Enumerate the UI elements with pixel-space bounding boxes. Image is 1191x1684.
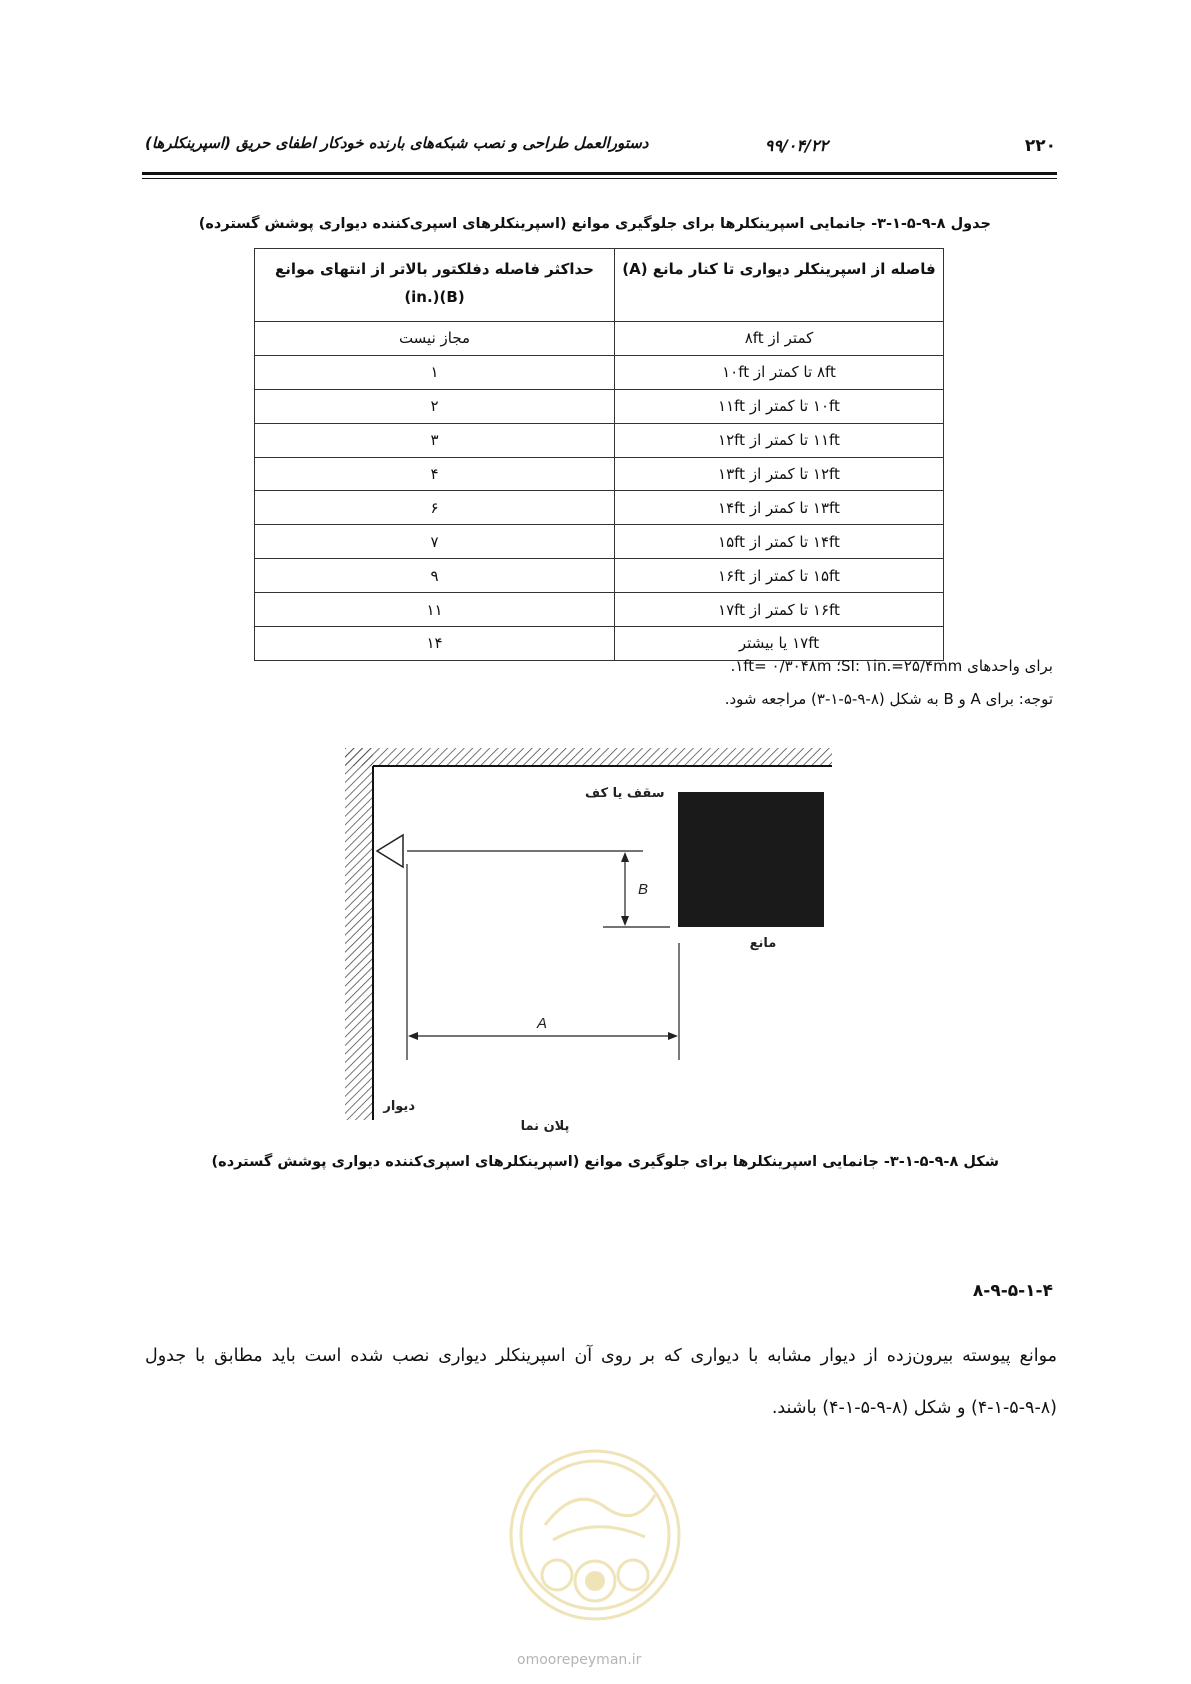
cell-a: ۱۲ft تا کمتر از ۱۳ft xyxy=(615,457,944,491)
cell-b: مجاز نیست xyxy=(255,322,615,356)
header-date: ۹۹/۰۴/۲۲ xyxy=(764,136,828,155)
cell-b: ۳ xyxy=(255,423,615,457)
cell-a: ۱۶ft تا کمتر از ۱۷ft xyxy=(615,593,944,627)
table-row xyxy=(255,355,944,389)
cell-a: ۸ft تا کمتر از ۱۰ft xyxy=(615,355,944,389)
cell-b: ۶ xyxy=(255,491,615,525)
table-row xyxy=(255,491,944,525)
dim-a-arrow-left xyxy=(408,1032,418,1040)
cell-b: ۴ xyxy=(255,457,615,491)
plan-label: پلان نما xyxy=(520,1119,570,1134)
cell-a: ۱۰ft تا کمتر از ۱۱ft xyxy=(615,389,944,423)
cell-a: کمتر از ۸ft xyxy=(615,322,944,356)
table-row xyxy=(255,593,944,627)
dim-b-arrow-bottom xyxy=(621,916,629,926)
figure-reference-note: توجه: برای A و B به شکل (۸-۹-۵-۱-۳) مراجعه شود. xyxy=(724,690,1053,708)
sprinkler-icon xyxy=(377,835,403,867)
cell-b: ۷ xyxy=(255,525,615,559)
cell-b: ۱۴ xyxy=(255,627,615,661)
watermark-url: omoorepeyman.ir xyxy=(517,1652,642,1668)
obstruction-label: مانع xyxy=(749,936,777,951)
table-row xyxy=(255,322,944,356)
dim-b-label: B xyxy=(638,881,649,898)
section-paragraph: موانع پیوسته بیرون‌زده از دیوار مشابه با دیواری که بر روی آن اسپرینکلر دیواری نصب شده است باید مطابق با جدول (۸-۹-۵-۱-۴) و شکل (۸-۹-۵-۱-۴) باشند. xyxy=(145,1346,1057,1418)
units-note: برای واحدهای SI: ۱in.=۲۵/۴mm؛ ۱ft= ۰/۳۰۴۸m. xyxy=(730,657,1053,675)
cell-b: ۱۱ xyxy=(255,593,615,627)
cell-a: ۱۷ft یا بیشتر xyxy=(615,627,944,661)
cell-a: ۱۴ft تا کمتر از ۱۵ft xyxy=(615,525,944,559)
ceiling-label: سقف یا کف xyxy=(585,786,665,801)
cell-b: ۹ xyxy=(255,559,615,593)
figure-caption: شکل ۸-۹-۵-۱-۳- جانمایی اسپرینکلرها برای جلوگیری موانع (اسپرینکلرهای اسپری‌کننده دیواری پوشش گسترده) xyxy=(211,1154,999,1170)
dim-a-label: A xyxy=(537,1015,548,1032)
obstruction-table xyxy=(254,248,944,661)
cell-a: ۱۱ft تا کمتر از ۱۲ft xyxy=(615,423,944,457)
cell-b: ۱ xyxy=(255,355,615,389)
wall-hatch xyxy=(345,748,373,1120)
table-row xyxy=(255,627,944,661)
header-b-line2: (in.)(B) xyxy=(404,288,465,306)
header-distance-b xyxy=(255,249,615,322)
header-b-line1: حداکثر فاصله دفلکتور بالاتر از انتهای موانع xyxy=(275,260,594,278)
cell-a: ۱۵ft تا کمتر از ۱۶ft xyxy=(615,559,944,593)
ceiling-hatch xyxy=(345,748,832,766)
header-rule-thin xyxy=(142,178,1057,179)
header-rule-thick xyxy=(142,172,1057,175)
table-header-row xyxy=(255,249,944,322)
table-row xyxy=(255,423,944,457)
section-number: ۸-۹-۵-۱-۴ xyxy=(972,1281,1053,1301)
obstruction-block xyxy=(678,792,824,927)
page-number: ۲۲۰ xyxy=(1024,136,1056,156)
cell-b: ۲ xyxy=(255,389,615,423)
obstruction-figure xyxy=(345,748,835,1138)
watermark-logo xyxy=(505,1445,685,1625)
table-caption: جدول ۸-۹-۵-۱-۳- جانمایی اسپرینکلرها برای جلوگیری موانع (اسپرینکلرهای اسپری‌کننده دیواری پوشش گسترده) xyxy=(198,216,991,232)
dim-a-arrow-right xyxy=(668,1032,678,1040)
table-row xyxy=(255,525,944,559)
dim-b-arrow-top xyxy=(621,852,629,862)
table-row xyxy=(255,457,944,491)
table-row xyxy=(255,389,944,423)
cell-a: ۱۳ft تا کمتر از ۱۴ft xyxy=(615,491,944,525)
wall-label: دیوار xyxy=(383,1099,415,1114)
header-title: دستورالعمل طراحی و نصب شبکه‌های بارنده خودکار اطفای حریق (اسپرینکلرها) xyxy=(145,134,649,152)
page-header xyxy=(145,132,1056,168)
table-row xyxy=(255,559,944,593)
header-distance-a: فاصله از اسپرینکلر دیواری تا کنار مانع (A) xyxy=(615,249,944,322)
